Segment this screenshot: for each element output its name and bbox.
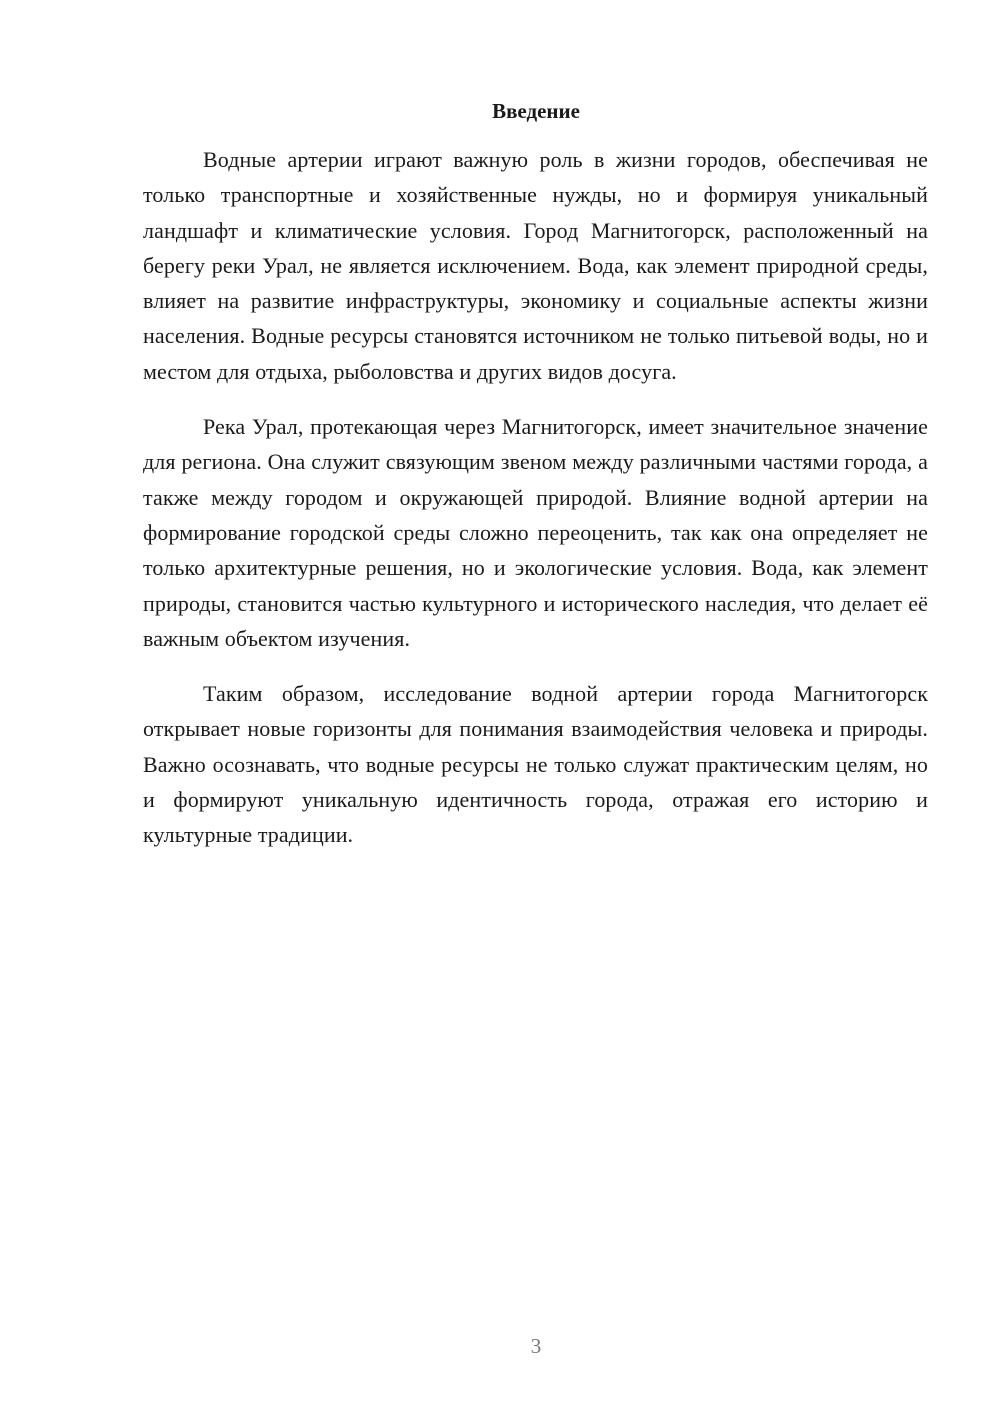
paragraph-1: Водные артерии играют важную роль в жизни городов, обеспечивая не только транспортные и хозяйственные нужды, но и формируя уникальный ландшафт и климатические условия. Город Магнитогорск, расположенный на берегу реки Урал, не является исключением. Вода, как элемент природной среды, влияет на развитие инфраструктуры, экономику и социальные аспекты жизни населения. Водные ресурсы становятся источником не только питьевой воды, но и местом для отдыха, рыболовства и других видов досуга.	[143, 147, 928, 384]
paragraph-2: Река Урал, протекающая через Магнитогорск, имеет значительное значение для региона. Она служит связующим звеном между различными частями города, а также между городом и окружающей природой. Влияние водной артерии на формирование городской среды сложно переоценить, так как она определяет не только архитектурные решения, но и экологические условия. Вода, как элемент природы, становится частью культурного и исторического наследия, что делает её важным объектом изучения.	[143, 414, 928, 651]
page-number: 3	[530, 1334, 542, 1358]
paragraph-3: Таким образом, исследование водной артерии города Магнитогорск открывает новые горизонты для понимания взаимодействия человека и природы. Важно осознавать, что водные ресурсы не только служат практическим целям, но и формируют уникальную идентичность города, отражая его историю и культурные традиции.	[143, 681, 928, 848]
section-title: Введение	[492, 99, 580, 123]
body-text	[143, 142, 928, 873]
